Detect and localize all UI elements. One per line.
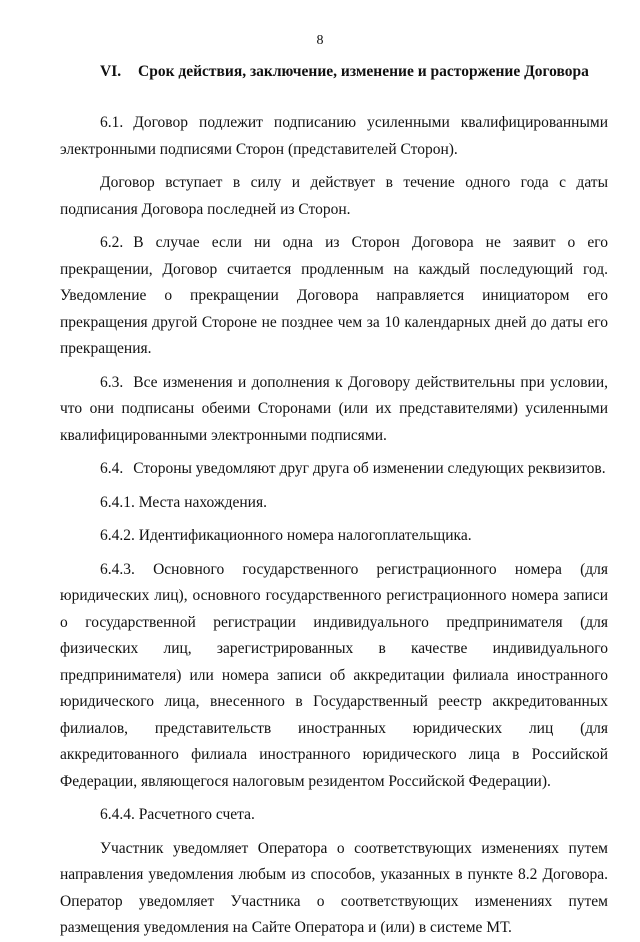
page-number: 8 [316, 33, 324, 48]
section-heading [60, 63, 620, 81]
paragraph-6-4-2 [60, 523, 608, 550]
paragraph-number: 6.2. [100, 234, 124, 251]
paragraph-number: 6.1. [100, 114, 124, 131]
paragraph-6-4-1 [60, 490, 608, 517]
paragraph-6-4-3 [60, 557, 608, 796]
paragraph-text: Стороны уведомляют друг друга об изменении следующих реквизитов. [133, 460, 606, 477]
paragraph-6-3 [60, 370, 608, 450]
paragraph-6-1 [60, 110, 608, 163]
paragraph-text: Идентификационного номера налогоплательщика. [138, 527, 472, 544]
paragraph-text: В случае если ни одна из Сторон Договора не заявит о его прекращении, Договор считается продленным на каждый последующий год. Уведомление о прекращении Договора направляется инициатором его прекращения другой Стороне не позднее чем за 10 календарных дней до даты его прекращения. [60, 234, 608, 357]
paragraph-text: Участник уведомляет Оператора о соответствующих изменениях путем направления уведомления любым из способов, указанных в пункте 8.2 Договора. Оператор уведомляет Участника о соответствующих изменениях путем размещения уведомления на Сайте Оператора и (или) в системе МТ. [60, 839, 608, 936]
paragraph-number: 6.3. [100, 373, 124, 391]
paragraph-text: Места нахождения. [138, 493, 267, 511]
paragraph-6-4 [60, 456, 608, 483]
paragraph-text: Договор вступает в силу и действует в течение одного года с даты подписания Договора последней из Сторон. [60, 174, 608, 218]
paragraph-text: Договор подлежит подписанию усиленными квалифицированными электронными подписями Сторон (представителей Сторон). [60, 114, 608, 158]
paragraph-number: 6.4.2. [100, 527, 135, 544]
document-body [60, 110, 608, 942]
paragraph-number: 6.4.1. [100, 493, 135, 511]
paragraph-6-4-4 [60, 802, 608, 829]
section-number: VI. [100, 63, 122, 80]
paragraph-text: Расчетного счета. [138, 806, 255, 823]
paragraph-text: Основного государственного регистрационного номера (для юридических лиц), основного государственного регистрационного номера записи о государственной регистрации индивидуального предпринимателя (для физических лиц, зарегистрированных в качестве индивидуального предпринимателя) или номера записи об аккредитации филиала иностранного юридического лица, внесенного в Государственный реестр аккредитованных филиалов, представительств иностранных юридических лиц (для аккредитованного филиала иностранного юридического лица в Российской Федерации, являющегося налоговым резидентом Российской Федерации). [60, 560, 609, 790]
paragraph-6-2 [60, 230, 608, 363]
paragraph-number: 6.4.4. [100, 806, 135, 823]
paragraph-text: Все изменения и дополнения к Договору действительны при условии, что они подписаны обеими Сторонами (или их представителями) усиленными квалифицированными электронными подписями. [60, 373, 608, 444]
paragraph-6-1-continued [60, 170, 608, 223]
paragraph-number: 6.4. [100, 460, 124, 477]
section-title: Срок действия, заключение, изменение и расторжение Договора [138, 63, 589, 80]
paragraph-number: 6.4.3. [100, 560, 135, 578]
paragraph-notification [60, 836, 608, 942]
